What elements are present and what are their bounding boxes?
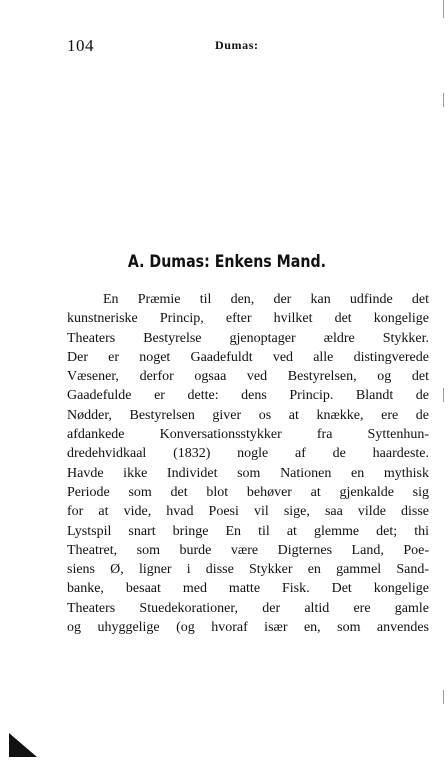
chapter-title: A. Dumas: Enkens Mand.: [127, 252, 327, 271]
text-line: Theaters Stuedekorationer, der altid ere gamle: [67, 600, 429, 616]
text-line: dredehvidkaal (1832) nogle af de haardeste.: [67, 446, 429, 462]
text-line: Theatret, som burde være Digternes Land, Poe-: [67, 542, 429, 558]
text-line: banke, besaat med matte Fisk. Det kongelige: [67, 581, 429, 597]
page-number: 104: [67, 36, 94, 55]
scan-edge-mark: [443, 388, 444, 402]
running-head: Dumas:: [215, 38, 259, 52]
text-line: Lystspil snart bringe En til at glemme det; thi: [67, 523, 429, 539]
text-line: Havde ikke Individet som Nationen en mythisk: [67, 465, 429, 481]
text-line: for at vide, hvad Poesi vil sige, saa vilde disse: [67, 504, 429, 520]
text-line: og uhyggelige (og hvoraf især en, som anvendes: [67, 620, 429, 636]
text-line: afdankede Konversationsstykker fra Syttenhun-: [67, 427, 429, 443]
text-line: Theaters Bestyrelse gjenoptager ældre Stykker.: [67, 330, 429, 346]
text-line: Nødder, Bestyrelsen giver os at knække, ere de: [67, 407, 429, 423]
scan-edge-mark: [443, 690, 444, 704]
body-text: [67, 290, 429, 637]
text-line: kunstneriske Princip, efter hvilket det kongelige: [67, 311, 429, 327]
text-line: Periode som det blot behøver at gjenkalde sig: [67, 484, 429, 500]
corner-triangle-mark: [9, 733, 37, 757]
text-line: siens Ø, ligner i disse Stykker en gammel Sand-: [67, 562, 429, 578]
scan-edge-mark: [443, 93, 444, 107]
text-line: Væsener, derfor ogsaa ved Bestyrelsen, og det: [67, 369, 429, 385]
scan-edge-mark: [443, 0, 444, 18]
text-line: En Præmie til den, der kan udfinde det: [103, 292, 429, 307]
text-line: Der er noget Gaadefuldt ved alle distingverede: [67, 349, 429, 365]
text-line: Gaadefulde er dette: dens Princip. Blandt de: [67, 388, 429, 404]
